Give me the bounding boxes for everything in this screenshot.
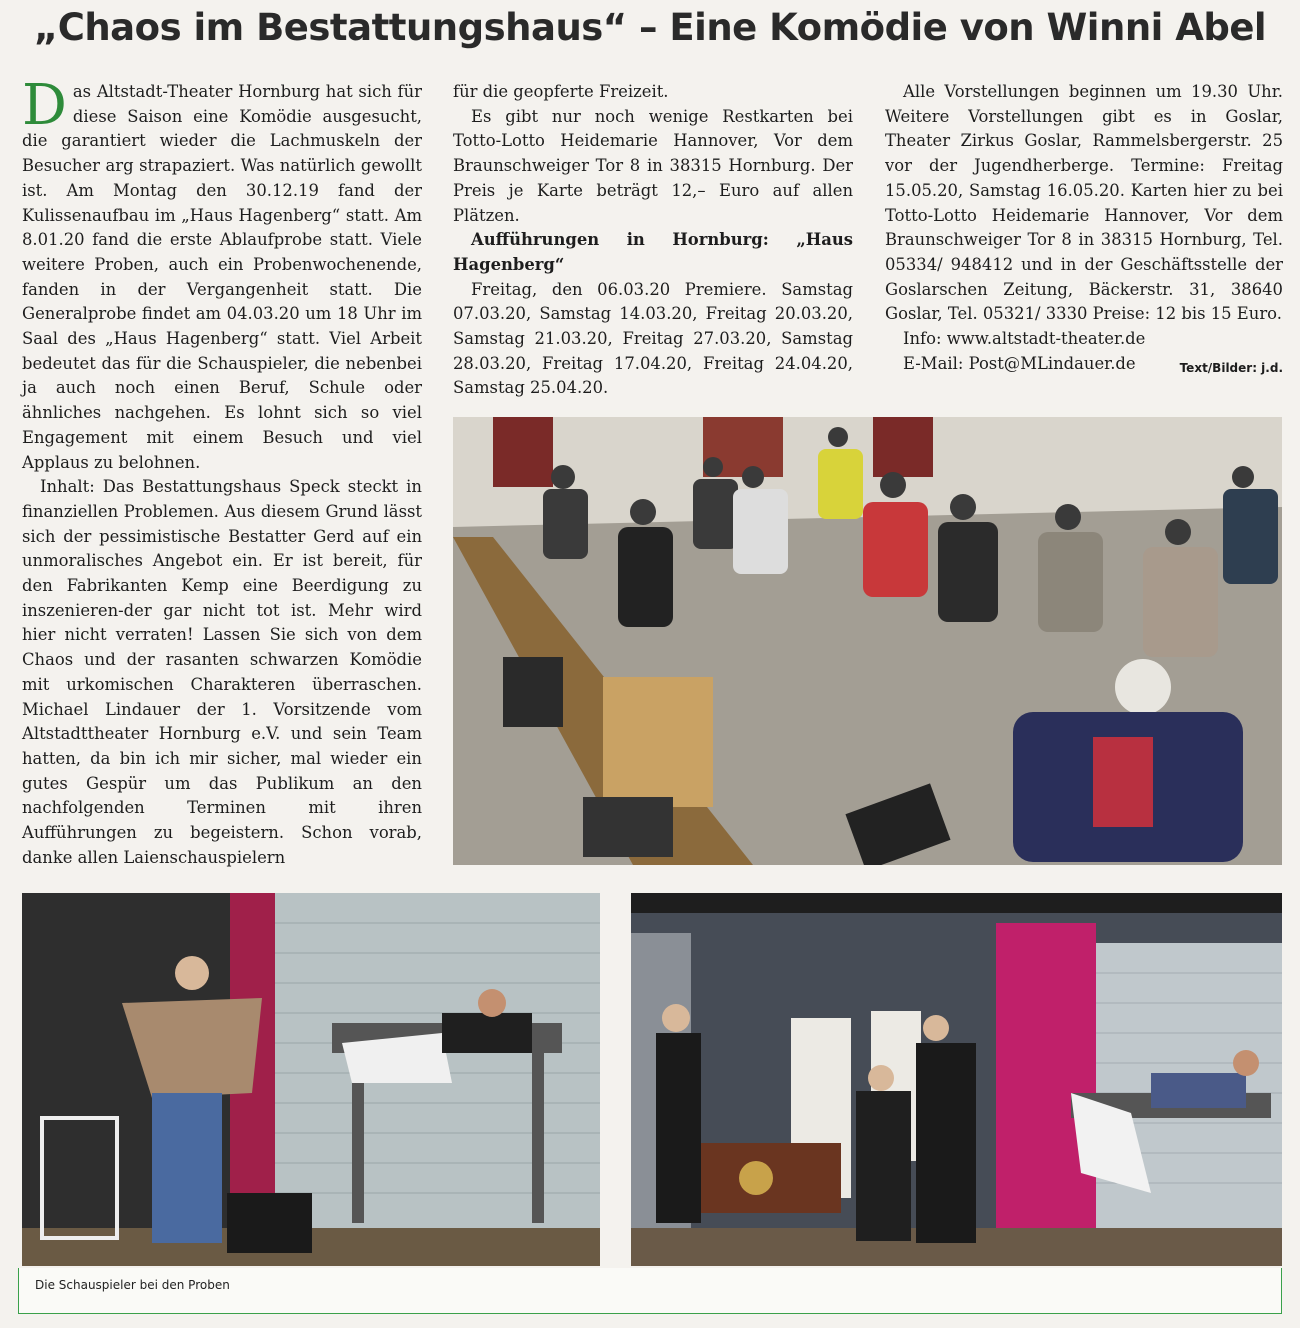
article-column-3 — [885, 80, 1283, 380]
paragraph: Alle Vorstellungen beginnen um 19.30 Uhr. Weitere Vorstellungen gibt es in Goslar, Theater Zirkus Goslar, Rammelsbergerstr. 25 vor der Jugendherberge. Termine: Freitag 15.05.20, Samstag 16.05.20. Karten hier zu bei Totto-Lotto Heidemarie Hannover, Vor dem Braunschweiger Tor 8 in 38315 Hornburg, Tel. 05334/ 948412 und in der Geschäftsstelle der Goslarschen Zeitung, Bäckerstr. 31, 38640 Goslar, Tel. 05321/ 3330 Preise: 12 bis 15 Euro. — [885, 82, 1283, 324]
paragraph: Freitag, den 06.03.20 Premiere. Samstag 07.03.20, Samstag 14.03.20, Freitag 20.03.20, Samstag 21.03.20, Freitag 27.03.20, Samstag 28.03.20, Freitag 17.04.20, Freitag 24.04.20, Samstag 25.04.20. — [453, 279, 853, 398]
subheading: Aufführungen in Hornburg: „Haus Hagenberg“ — [453, 230, 853, 274]
paragraph: Es gibt nur noch wenige Restkarten bei Totto-Lotto Heidemarie Hannover, Vor dem Braunschweiger Tor 8 in 38315 Hornburg. Der Preis je Karte beträgt 12,– Euro auf allen Plätzen. — [453, 106, 853, 225]
article-column-2 — [453, 80, 853, 401]
paragraph — [22, 73, 422, 475]
paragraph-text: as Altstadt-Theater Hornburg hat sich für diese Saison eine Komödie ausgesucht, die garantiert wieder die Lachmuskeln der Besucher arg strapaziert. Was natürlich gewollt ist. Am Montag den 30.12.19 fand der Kulissenaufbau im „Haus Hagenberg“ statt. Am 8.01.20 fand die erste Ablaufprobe statt. Viele weitere Proben, auch ein Probenwochenende, fanden in der Vergangenheit statt. Die Generalprobe findet am 04.03.20 um 18 Uhr im Saal des „Haus Hagenberg“ statt. Viel Arbeit bedeutet das für die Schauspieler, die nebenbei ja auch noch einen Beruf, Schule oder ähnliches nachgehen. Es lohnt sich so viel Engagement mit einem Besuch und viel Applaus zu belohnen. — [22, 82, 422, 472]
photo-stage-scene — [631, 893, 1282, 1266]
email-line — [885, 352, 1283, 377]
paragraph: Inhalt: Das Bestattungshaus Speck steckt in finanziellen Problemen. Aus diesem Grund lässt sich der pessimistische Bestatter Gerd auf ein unmoralisches Angebot ein. Er ist bereit, für den Fabrikanten Kemp eine Beerdigung zu inszenieren-der gar nicht tot ist. Mehr wird hier nicht verraten! Lassen Sie sich von dem Chaos und der rasanten schwarzen Komödie mit urkomischen Charakteren überraschen. Michael Lindauer der 1. Vorsitzende vom Altstadttheater Hornburg e.V. und sein Team hatten, da bin ich mir sicher, mal wieder ein gutes Gespür um das Publikum an den nachfolgenden Terminen mit ihren Aufführungen zu begeistern. Schon vorab, danke allen Laienschauspielern — [22, 477, 422, 867]
photo-caption: Die Schauspieler bei den Proben — [35, 1278, 230, 1292]
info-line: Info: www.altstadt-theater.de — [903, 329, 1146, 349]
photo-stage-stretcher — [22, 893, 600, 1266]
photo-credit: Text/Bilder: j.d. — [1179, 360, 1283, 375]
article-column-1 — [22, 73, 422, 871]
email-text: E-Mail: Post@MLindauer.de — [903, 353, 1136, 373]
drop-cap: D — [22, 73, 67, 138]
photo-audience-rehearsal — [453, 417, 1282, 865]
caption-box — [18, 1268, 1282, 1314]
paragraph: für die geopferte Freizeit. — [453, 82, 669, 101]
headline: „Chaos im Bestattungshaus“ – Eine Komödie von Winni Abel — [33, 6, 1267, 49]
